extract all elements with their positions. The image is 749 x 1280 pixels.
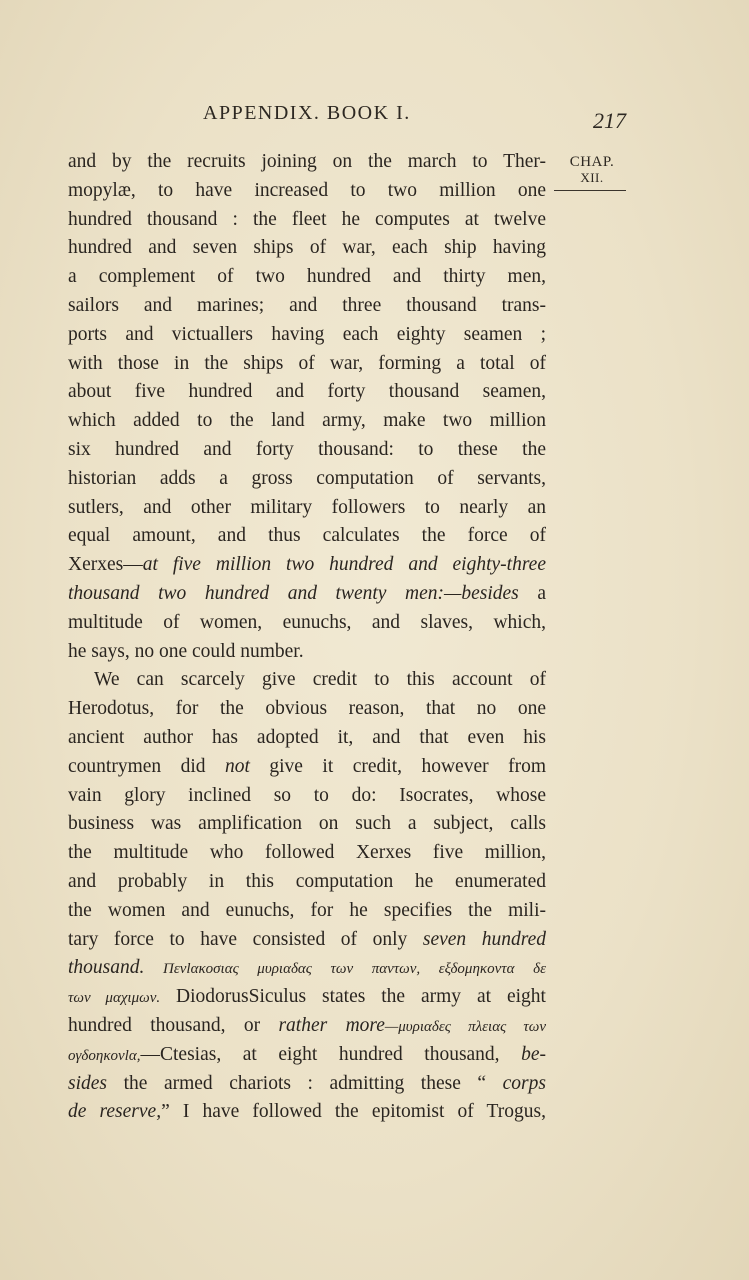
text-line bbox=[68, 551, 546, 580]
text-line bbox=[68, 321, 546, 350]
text-run: with those in the ships of war, forming a total of bbox=[68, 352, 546, 374]
text-run: countrymen did bbox=[68, 755, 225, 777]
text-line bbox=[68, 983, 546, 1012]
text-line bbox=[68, 407, 546, 436]
text-run: multitude of women, eunuchs, and slaves, which, bbox=[68, 611, 546, 633]
body-text bbox=[68, 148, 546, 1127]
italic-run: at five million two hundred and eighty-three bbox=[142, 554, 546, 576]
text-run: vain glory inclined so to do: Isocrates, whose bbox=[68, 784, 546, 806]
text-run: which added to the land army, make two million bbox=[68, 410, 546, 432]
greek-quotation: —μυριαδες πλειας των bbox=[384, 1018, 546, 1035]
text-run: historian adds a gross computation of servants, bbox=[68, 467, 546, 489]
text-run: a complement of two hundred and thirty men, bbox=[68, 266, 546, 288]
text-run: Xerxes— bbox=[68, 554, 143, 576]
paragraph-start-line bbox=[68, 666, 546, 695]
page-number: 217 bbox=[593, 108, 626, 133]
text-run: hundred thousand : the fleet he computes at twelve bbox=[68, 208, 546, 230]
margin-chap-number: XII. bbox=[580, 170, 604, 185]
italic-run: thousand. bbox=[68, 957, 145, 979]
text-run: We can scarcely give credit to this account of bbox=[94, 669, 546, 691]
text-run: —Ctesias, at eight hundred thousand, bbox=[140, 1043, 522, 1065]
text-line bbox=[68, 350, 546, 379]
text-line bbox=[68, 695, 546, 724]
margin-rule bbox=[554, 190, 626, 191]
text-line bbox=[68, 465, 546, 494]
text-run: business was amplification on such a subject, calls bbox=[68, 813, 546, 835]
text-run: the armed chariots : admitting these “ bbox=[107, 1072, 503, 1094]
text-run: tary force to have consisted of only bbox=[68, 928, 423, 950]
text-line bbox=[68, 1098, 546, 1127]
italic-run: rather more bbox=[278, 1014, 385, 1036]
text-line bbox=[68, 897, 546, 926]
italic-run: sides bbox=[68, 1072, 107, 1094]
text-line bbox=[68, 580, 546, 609]
text-run: six hundred and forty thousand: to these the bbox=[68, 438, 546, 460]
text-run: Herodotus, for the obvious reason, that no one bbox=[68, 698, 546, 720]
margin-chap-label: CHAP. bbox=[569, 154, 615, 170]
text-run: and by the recruits joining on the march to Ther- bbox=[68, 151, 546, 172]
text-line bbox=[68, 292, 546, 321]
text-line bbox=[68, 206, 546, 235]
text-run: ” I have followed the epitomist of Trogus, bbox=[161, 1101, 546, 1123]
text-run: ancient author has adopted it, and that even his bbox=[68, 726, 546, 748]
text-line bbox=[68, 868, 546, 897]
text-line bbox=[68, 494, 546, 523]
text-run: he says, no one could number. bbox=[68, 640, 304, 662]
text-run: give it credit, however from bbox=[249, 755, 546, 777]
text-line bbox=[68, 954, 546, 983]
text-line bbox=[68, 609, 546, 638]
italic-run: not bbox=[225, 755, 250, 777]
text-run: and probably in this computation he enumerated bbox=[68, 870, 546, 892]
text-run: sutlers, and other military followers to nearly an bbox=[68, 496, 546, 518]
text-run: about five hundred and forty thousand seamen, bbox=[68, 381, 546, 403]
text-line bbox=[68, 177, 546, 206]
text-run: mopylæ, to have increased to two million one bbox=[68, 179, 546, 201]
text-line bbox=[68, 1012, 546, 1041]
text-line bbox=[68, 436, 546, 465]
text-run: a bbox=[518, 582, 547, 604]
text-run: sailors and marines; and three thousand trans- bbox=[68, 294, 546, 316]
text-run: the multitude who followed Xerxes five million, bbox=[68, 842, 546, 864]
text-line bbox=[68, 378, 546, 407]
italic-run: de reserve, bbox=[68, 1101, 162, 1123]
italic-run: thousand two hundred and twenty men:—besides bbox=[68, 582, 519, 604]
text-run: ports and victuallers having each eighty seamen ; bbox=[68, 323, 546, 345]
text-line bbox=[68, 1070, 546, 1099]
text-run: hundred and seven ships of war, each ship having bbox=[68, 237, 546, 259]
text-run: equal amount, and thus calculates the force of bbox=[68, 525, 546, 547]
text-line bbox=[68, 148, 546, 177]
italic-run: corps bbox=[502, 1072, 546, 1094]
running-head: APPENDIX. BOOK I. bbox=[203, 102, 411, 124]
text-run: hundred thousand, or bbox=[68, 1014, 279, 1036]
text-line bbox=[68, 1041, 546, 1070]
text-line bbox=[68, 810, 546, 839]
italic-run: be- bbox=[521, 1043, 546, 1065]
greek-quotation: των μαχιμων. bbox=[68, 990, 161, 1007]
text-line bbox=[68, 638, 546, 667]
greek-quotation: ογδοηκονlα, bbox=[68, 1047, 141, 1064]
text-line bbox=[68, 839, 546, 868]
italic-run: seven hundred bbox=[422, 928, 547, 950]
text-line bbox=[68, 234, 546, 263]
text-line bbox=[68, 782, 546, 811]
text-line bbox=[68, 753, 546, 782]
text-run: DiodorusSiculus states the army at eight bbox=[160, 986, 546, 1008]
text-line bbox=[68, 926, 546, 955]
greek-quotation: Πενlακοσιας μυριαδας των παντων, εξδομηκοντα δε bbox=[144, 961, 546, 978]
text-line bbox=[68, 522, 546, 551]
text-line bbox=[68, 263, 546, 292]
text-line bbox=[68, 724, 546, 753]
chapter-margin-note bbox=[556, 155, 628, 191]
text-run: the women and eunuchs, for he specifies the mili- bbox=[68, 899, 546, 921]
